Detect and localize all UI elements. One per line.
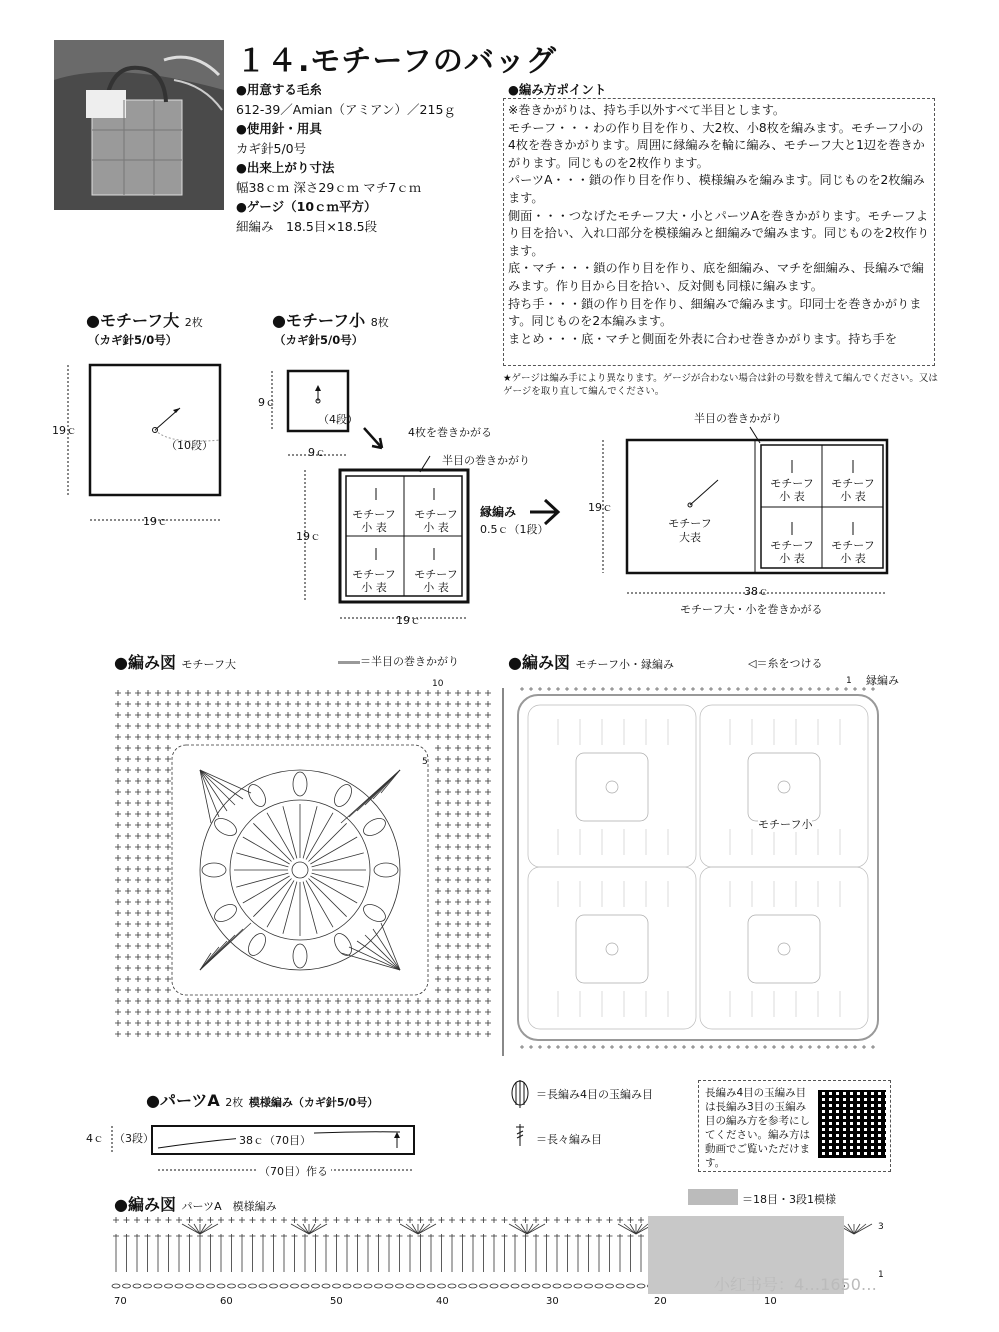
cell-label: 小 表 <box>423 581 449 594</box>
point-line: ※巻きかがりは、持ち手以外すべて半目とします。 <box>508 103 786 117</box>
chart-large-heading <box>114 650 236 673</box>
chart-small-row1: 1 <box>846 676 852 686</box>
axis-tick: 30 <box>546 1296 559 1307</box>
watermark: 小红书号：4…1650… <box>714 1275 877 1294</box>
tools-value: カギ針5/0号 <box>236 140 307 156</box>
motif-small-heading <box>272 308 389 331</box>
chart-small-inner: モチーフ小 <box>758 818 813 831</box>
cell-label: 小 表 <box>779 490 805 503</box>
cell-label: モチーフ <box>668 517 712 530</box>
bobble-legend: ＝長編み4目の玉編み目 <box>536 1088 653 1101</box>
motif-small-rows: （4段） <box>318 413 358 426</box>
cell-label: モチーフ <box>831 477 875 490</box>
axis-tick: 70 <box>114 1296 127 1307</box>
cell-label: モチーフ <box>770 539 814 552</box>
parts-a-stitch: 模様編み（カギ針5/0号） <box>248 1096 379 1109</box>
edge-label: 縁編み <box>480 505 517 519</box>
assembly-width: 19ｃ <box>396 614 421 627</box>
chart-large-title: ●編み図 <box>114 653 176 672</box>
yarn-heading: ●用意する毛糸 <box>236 82 322 97</box>
chart-large <box>110 685 500 1055</box>
cell-label: モチーフ <box>352 508 396 521</box>
spec-block <box>236 80 496 236</box>
chart-small-edge: 縁編み <box>866 674 899 687</box>
chart-large-sub: モチーフ大 <box>181 658 236 671</box>
row-5: 5 <box>422 757 428 767</box>
motif-large-rows: （10段） <box>166 439 213 452</box>
gauge-heading: ●ゲージ（10ｃｍ平方） <box>236 199 377 214</box>
points-box <box>503 98 935 366</box>
axis-tick: 10 <box>764 1296 777 1307</box>
point-line: パーツA・・・鎖の作り目を作り、模様編みを編みます。同じものを2枚編みます。 <box>508 173 925 205</box>
cell-label: 大表 <box>679 531 701 544</box>
assembly-cell-br <box>410 568 462 594</box>
parts-a-rows: （3段） <box>114 1132 154 1145</box>
chart-large-legend <box>338 653 459 669</box>
motif-small-width: 9ｃ <box>308 446 326 459</box>
axis-tick: 40 <box>436 1296 449 1307</box>
cell-label: 小 表 <box>423 521 449 534</box>
row-3: 3 <box>878 1222 884 1232</box>
chart-parts-axis <box>114 1296 834 1312</box>
motif-small-title: ●モチーフ小 <box>272 311 366 330</box>
motif-small-height: 9ｃ <box>258 396 276 409</box>
half-whip-label: 半目の巻きかがり <box>442 454 530 467</box>
point-line: 底・マチ・・・鎖の作り目を作り、底を細編み、マチを細編み、長編みで編みます。作り目から目を拾い、反対側も同様に編みます。 <box>508 261 924 293</box>
chart-small-stitches <box>518 687 878 1049</box>
panel-cell <box>764 477 820 503</box>
chart-large-stitches <box>115 690 491 1037</box>
edge-size: 0.5ｃ（1段） <box>480 523 549 536</box>
page-title: １４.モチーフのバッグ <box>236 44 557 79</box>
join4-label: 4枚を巻きかがる <box>408 426 492 439</box>
cell-label: モチーフ <box>352 568 396 581</box>
chart-divider <box>502 688 504 1056</box>
parts-a-heading <box>146 1088 378 1111</box>
chart-parts-sub: パーツA 模様編み <box>181 1200 277 1213</box>
axis-tick: 20 <box>654 1296 667 1307</box>
qr-code-icon[interactable] <box>818 1090 886 1158</box>
panel-height: 19ｃ <box>588 501 613 514</box>
size-heading: ●出来上がり寸法 <box>236 160 335 175</box>
assembly-height: 19ｃ <box>296 530 321 543</box>
qr-text: 長編み4目の玉編み目は長編み3目の玉編み目の編み方を参考にしてください。編み方は動画でご覧いただけます。 <box>705 1087 810 1169</box>
points-heading: ●編み方ポイント <box>508 82 607 97</box>
cell-label: 小 表 <box>840 490 866 503</box>
tools-heading: ●使用針・用具 <box>236 121 322 136</box>
chart-small-title: ●編み図 <box>508 653 570 672</box>
row-1: 1 <box>878 1270 884 1280</box>
bobble-icon <box>508 1078 532 1112</box>
repeat-swatch <box>688 1189 738 1205</box>
motif-large-heading <box>86 308 203 331</box>
motif-small-count: 8枚 <box>370 316 389 329</box>
point-line: まとめ・・・底・マチと側面を外表に合わせ巻きかがります。持ち手を <box>508 331 898 346</box>
assembly-cell-tr <box>410 508 462 534</box>
motif-large-height: 19ｃ <box>52 424 77 437</box>
parts-a-chain: （70目）作る <box>256 1163 331 1179</box>
gauge-note: ★ゲージは編み手により異なります。ゲージが合わない場合は針の号数を替えて編んでください。又はゲージを取り直して編んでください。 <box>503 373 938 397</box>
panel-caption: モチーフ大・小を巻きかがる <box>680 603 823 616</box>
panel-width: 38ｃ <box>744 585 769 598</box>
parts-a-height: 4ｃ <box>86 1132 104 1145</box>
yarn-value: 612-39／Amian（アミアン）／215ｇ <box>236 101 456 117</box>
bag-photo <box>54 40 224 210</box>
chart-small-legend: ◁＝糸をつける <box>748 657 823 670</box>
panel-cell <box>825 539 881 565</box>
motif-large-count: 2枚 <box>184 316 203 329</box>
axis-tick: 60 <box>220 1296 233 1307</box>
assembly-cell-tl <box>348 508 400 534</box>
half-whip-icon <box>338 661 360 664</box>
chart-parts-title: ●編み図 <box>114 1195 176 1214</box>
motif-large-title: ●モチーフ大 <box>86 311 180 330</box>
legend-text: ＝半目の巻きかがり <box>360 655 459 668</box>
cell-label: モチーフ <box>770 477 814 490</box>
point-line: 持ち手・・・鎖の作り目を作り、細編みで編みます。印同士を巻きかがります。同じものを2本編みます。 <box>508 296 922 329</box>
cell-label: 小 表 <box>361 581 387 594</box>
axis-tick: 50 <box>330 1296 343 1307</box>
assembly-cell-bl <box>348 568 400 594</box>
panel-cell <box>764 539 820 565</box>
dtr-legend: ＝長々編み目 <box>536 1133 602 1146</box>
point-line: モチーフ・・・わの作り目を作り、大2枚、小8枚を編みます。モチーフ小の4枚を巻きかがります。周囲に縁編みを輪に編み、モチーフ大と1辺を巻きかがります。同じものを2枚作ります。 <box>508 120 925 170</box>
chart-small <box>508 685 888 1055</box>
chart-small-heading <box>508 650 674 673</box>
parts-a-title: ●パーツA <box>146 1091 220 1110</box>
row-10: 10 <box>432 679 444 689</box>
gauge-value: 細編み 18.5目×18.5段 <box>236 218 378 234</box>
panel-large-label <box>662 517 718 545</box>
motif-small-needle: （カギ針5/0号） <box>274 333 364 347</box>
cell-label: モチーフ <box>831 539 875 552</box>
cell-label: モチーフ <box>414 508 458 521</box>
panel-diagram <box>585 425 895 620</box>
parts-a-count: 2枚 <box>225 1096 244 1109</box>
half-whip-label-2: 半目の巻きかがり <box>694 412 782 425</box>
cell-label: 小 表 <box>361 521 387 534</box>
panel-cell <box>825 477 881 503</box>
cell-label: モチーフ <box>414 568 458 581</box>
point-line: 側面・・・つなげたモチーフ大・小とパーツAを巻きかがります。モチーフより目を拾い、入れ口部分を模様編みと細編みで編みます。同じものを2枚作ります。 <box>508 208 930 258</box>
cell-label: 小 表 <box>840 552 866 565</box>
size-value: 幅38ｃｍ 深さ29ｃｍ マチ7ｃｍ <box>236 179 422 195</box>
motif-large-needle: （カギ針5/0号） <box>88 333 178 347</box>
motif-large-width: 19ｃ <box>143 515 168 528</box>
parts-a-width: 38ｃ（70目） <box>236 1132 314 1148</box>
chart-parts-legend: ＝18目・3段1模様 <box>742 1193 836 1206</box>
cell-label: 小 表 <box>779 552 805 565</box>
dtr-icon <box>512 1122 528 1148</box>
chart-small-sub: モチーフ小・縁編み <box>575 658 674 671</box>
